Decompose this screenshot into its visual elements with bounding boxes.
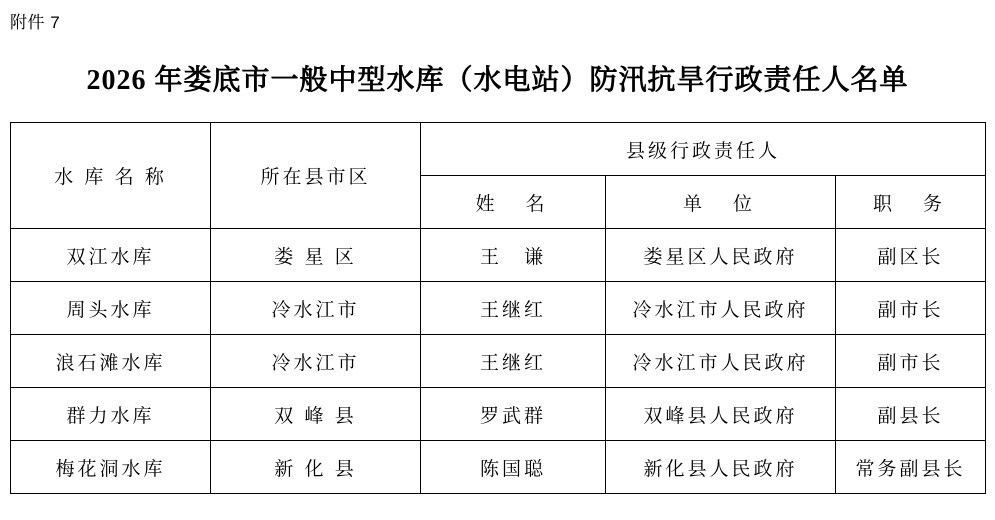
column-header-unit: 单 位: [606, 176, 836, 229]
cell-reservoir-name: 周头水库: [11, 282, 211, 335]
column-header-person-name: 姓 名: [421, 176, 606, 229]
cell-person-name: 罗武群: [421, 388, 606, 441]
cell-position: 副市长: [836, 335, 986, 388]
cell-position: 常务副县长: [836, 441, 986, 494]
cell-county: 冷水江市: [211, 282, 421, 335]
page-title: 2026 年娄底市一般中型水库（水电站）防汛抗旱行政责任人名单: [86, 65, 909, 96]
cell-unit: 新化县人民政府: [606, 441, 836, 494]
cell-position: 副县长: [836, 388, 986, 441]
cell-unit: 冷水江市人民政府: [606, 335, 836, 388]
table-header-row-1: [11, 123, 986, 176]
cell-unit: 冷水江市人民政府: [606, 282, 836, 335]
responsible-persons-table: [10, 122, 986, 494]
cell-person-name: 王 谦: [421, 229, 606, 282]
cell-person-name: 陈国聪: [421, 441, 606, 494]
cell-county: 冷水江市: [211, 335, 421, 388]
column-header-position: 职 务: [836, 176, 986, 229]
table-row: [11, 229, 986, 282]
cell-county: 双 峰 县: [211, 388, 421, 441]
cell-position: 副区长: [836, 229, 986, 282]
table-body: [11, 229, 986, 494]
table-row: [11, 388, 986, 441]
cell-reservoir-name: 双江水库: [11, 229, 211, 282]
cell-unit: 娄星区人民政府: [606, 229, 836, 282]
column-header-county-level-group: 县级行政责任人: [421, 123, 986, 176]
column-header-county: 所在县市区: [211, 123, 421, 229]
table-row: [11, 441, 986, 494]
table-row: [11, 282, 986, 335]
cell-reservoir-name: 群力水库: [11, 388, 211, 441]
cell-person-name: 王继红: [421, 335, 606, 388]
table-row: [11, 335, 986, 388]
cell-person-name: 王继红: [421, 282, 606, 335]
cell-unit: 双峰县人民政府: [606, 388, 836, 441]
attachment-label: 附件 7: [10, 13, 61, 32]
cell-position: 副市长: [836, 282, 986, 335]
cell-county: 新 化 县: [211, 441, 421, 494]
cell-county: 娄 星 区: [211, 229, 421, 282]
cell-reservoir-name: 浪石滩水库: [11, 335, 211, 388]
cell-reservoir-name: 梅花洞水库: [11, 441, 211, 494]
column-header-reservoir-name: 水 库 名 称: [11, 123, 211, 229]
